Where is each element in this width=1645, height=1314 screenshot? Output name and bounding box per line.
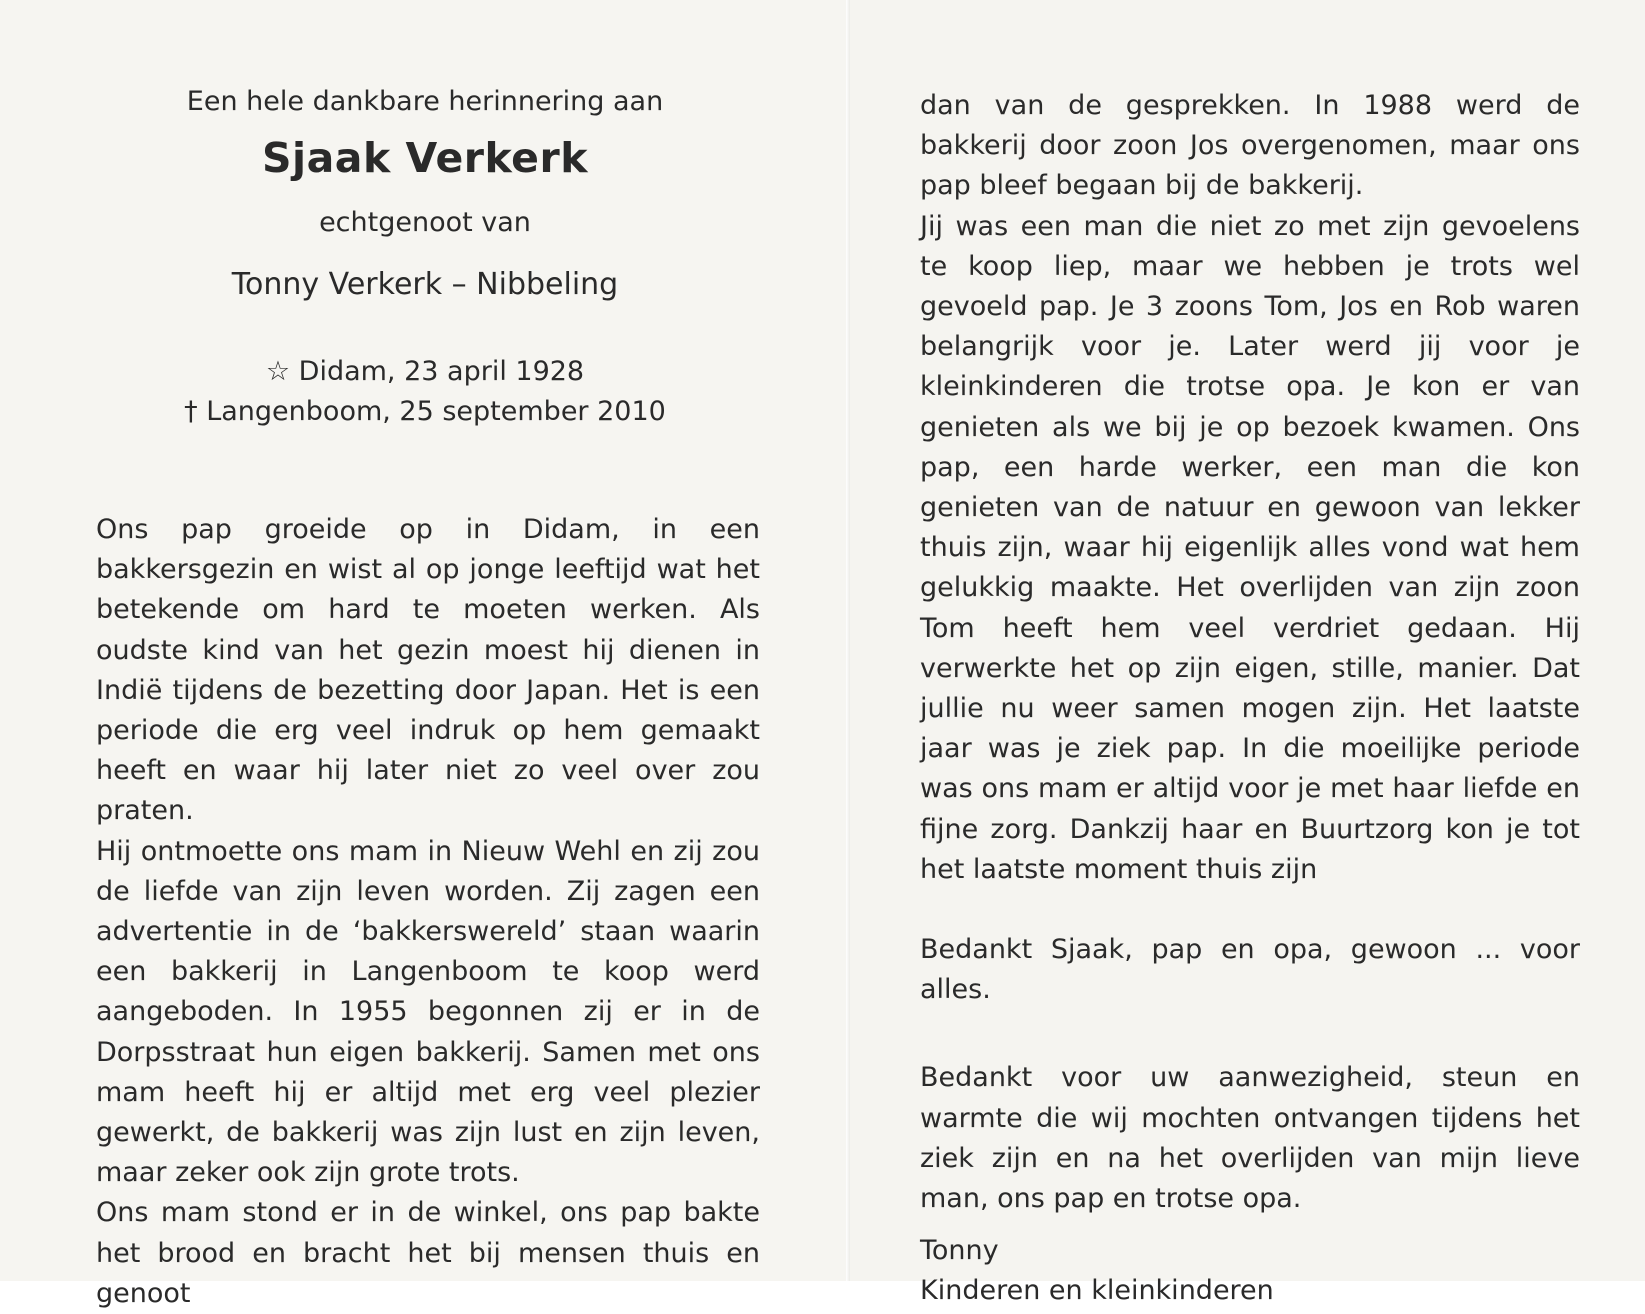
spacer: [920, 890, 1580, 930]
biography-paragraph-3: Ons mam stond er in de winkel, ons pap bakte het brood en bracht het bij mensen thuis en genoot: [96, 1197, 760, 1309]
biography-left-column: [96, 510, 760, 1314]
biography-paragraph-1: Ons pap groeide op in Didam, in een bakkersgezin en wist al op jonge leeftijd wat het betekende om hard te moeten werken. Als oudste kind van het gezin moest hij dienen in Indië tijdens de bezetting door Japan. Het is een periode die erg veel indruk op hem gemaakt heeft en waar hij later niet zo veel over zou praten.: [96, 514, 760, 827]
spacer: [920, 1219, 1580, 1231]
biography-paragraph-5: Jij was een man die niet zo met zijn gevoelens te koop liep, maar we hebben je trots wel gevoeld pap. Je 3 zoons Tom, Jos en Rob waren belangrijk voor je. Later werd jij voor je kleinkinderen die trotse opa. Je kon er van genieten als we bij je op bezoek kwamen. Ons pap, een harde werker, een man die kon genieten van de natuur en gewoon van lekker thuis zijn, waar hij eigenlijk alles vond wat hem gelukkig maakte. Het overlijden van zijn zoon Tom heeft hem veel verdriet gedaan. Hij verwerkte het op zijn eigen, stille, manier. Dat jullie nu weer samen mogen zijn. Het laatste jaar was je ziek pap. In die moeilijke periode was ons mam er altijd voor je met haar liefde en fijne zorg. Dankzij haar en Buurtzorg kon je tot het laatste moment thuis zijn: [920, 210, 1580, 885]
biography-paragraph-4: dan van de gesprekken. In 1988 werd de bakkerij door zoon Jos overgenomen, maar ons pap bleef begaan bij de bakkerij.: [920, 90, 1580, 202]
spouse-of-line: echtgenoot van: [319, 207, 531, 238]
deceased-name: Sjaak Verkerk: [262, 134, 588, 182]
birth-line: ☆ Didam, 23 april 1928: [265, 356, 585, 387]
thanks-line: Bedankt Sjaak, pap en opa, gewoon ... voor alles.: [920, 934, 1580, 1006]
spacer: [920, 1010, 1580, 1050]
signature-family: Kinderen en kleinkinderen: [920, 1275, 1274, 1307]
card-fold-divider: [846, 0, 850, 1281]
signature-name: Tonny: [920, 1235, 999, 1267]
spouse-name: Tonny Verkerk – Nibbeling: [231, 267, 619, 302]
death-line: † Langenboom, 25 september 2010: [184, 396, 666, 427]
intro-line: Een hele dankbare herinnering aan: [186, 86, 664, 117]
biography-right-column: [920, 86, 1580, 1312]
gratitude-paragraph: Bedankt voor uw aanwezigheid, steun en warmte die wij mochten ontvangen tijdens het ziek zijn en na het overlijden van mijn lieve man, ons pap en trotse opa.: [920, 1062, 1580, 1215]
spacer: [920, 1050, 1580, 1058]
biography-paragraph-2: Hij ontmoette ons mam in Nieuw Wehl en zij zou de liefde van zijn leven worden. Zij zagen een advertentie in de ‘bakkerswereld’ staan waarin een bakkerij in Langenboom te koop werd aangeboden. In 1955 begonnen zij er in de Dorpsstraat hun eigen bakkerij. Samen met ons mam heeft hij er altijd met erg veel plezier gewerkt, de bakkerij was zijn lust en zijn leven, maar zeker ook zijn grote trots.: [96, 835, 760, 1189]
